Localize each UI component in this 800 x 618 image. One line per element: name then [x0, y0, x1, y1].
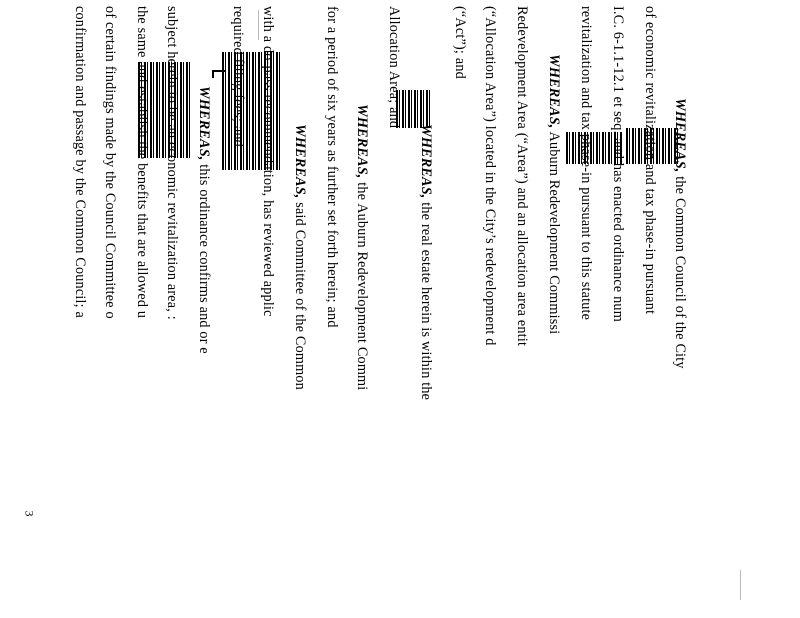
text-line [260, 6, 276, 317]
text-line [452, 6, 468, 79]
text-line [482, 6, 498, 346]
text-line [354, 104, 370, 390]
scan-edge-line [740, 570, 741, 600]
line-text: subject herein to be an economic revitalization area, : [164, 6, 180, 320]
line-text: (“Act”); and [452, 6, 468, 79]
line-text: this ordinance confirms and or e [196, 160, 212, 354]
line-text: said Committee of the Common [292, 198, 308, 390]
text-line [672, 98, 688, 369]
line-text: Redevelopment Area (“Area”) and an allocation area entit [514, 6, 530, 347]
text-line [134, 6, 150, 318]
text-line [292, 124, 308, 390]
line-text: (“Allocation Area”) located in the City’s redevelopment d [482, 6, 498, 346]
line-text: the Common Council of the City [672, 172, 688, 369]
line-text: revitalization and tax phase-in pursuant to this statute [578, 6, 594, 321]
line-text: the same and establish the benefits that are allowed u [134, 6, 150, 319]
text-line [418, 124, 434, 400]
text-line [196, 86, 212, 354]
whereas-lead: WHEREAS, [418, 124, 434, 199]
line-text: Allocation Area; and [386, 6, 402, 129]
whereas-lead: WHEREAS, [546, 54, 562, 129]
ordinance-text-block [72, 0, 688, 618]
text-line [514, 6, 530, 346]
text-line [386, 6, 402, 128]
whereas-lead: WHEREAS, [292, 124, 308, 199]
line-text: Auburn Redevelopment Commissi [546, 128, 562, 335]
text-line [610, 6, 626, 322]
text-line [72, 6, 88, 318]
text-line [230, 6, 246, 147]
line-text: the real estate herein is within the [418, 198, 434, 401]
page-number: 3 [22, 510, 37, 517]
line-text: for a period of six years as further set forth herein; and [324, 6, 340, 328]
ordinance-lines [72, 0, 688, 618]
whereas-lead: WHEREAS, [672, 98, 688, 173]
line-text: of economic revitalization and tax phase-in pursuant [642, 6, 658, 315]
line-text: the Auburn Redevelopment Commi [354, 178, 370, 391]
text-line [164, 6, 180, 320]
text-line [102, 6, 118, 319]
text-line [578, 6, 594, 320]
line-text: I.C. 6-1.1-12.1 et seq. and has enacted ordinance num [610, 6, 626, 322]
line-text: of certain findings made by the Council Committee o [102, 6, 118, 319]
text-line [324, 6, 340, 328]
line-text: with a do-pass recommendation, has reviewed applic [260, 6, 276, 317]
text-line [642, 6, 658, 314]
whereas-lead: WHEREAS, [196, 86, 212, 161]
line-text: required filing fees; and [230, 6, 246, 147]
whereas-lead: WHEREAS, [354, 104, 370, 179]
line-text: confirmation and passage by the Common Council; a [72, 6, 88, 319]
text-line [546, 54, 562, 334]
